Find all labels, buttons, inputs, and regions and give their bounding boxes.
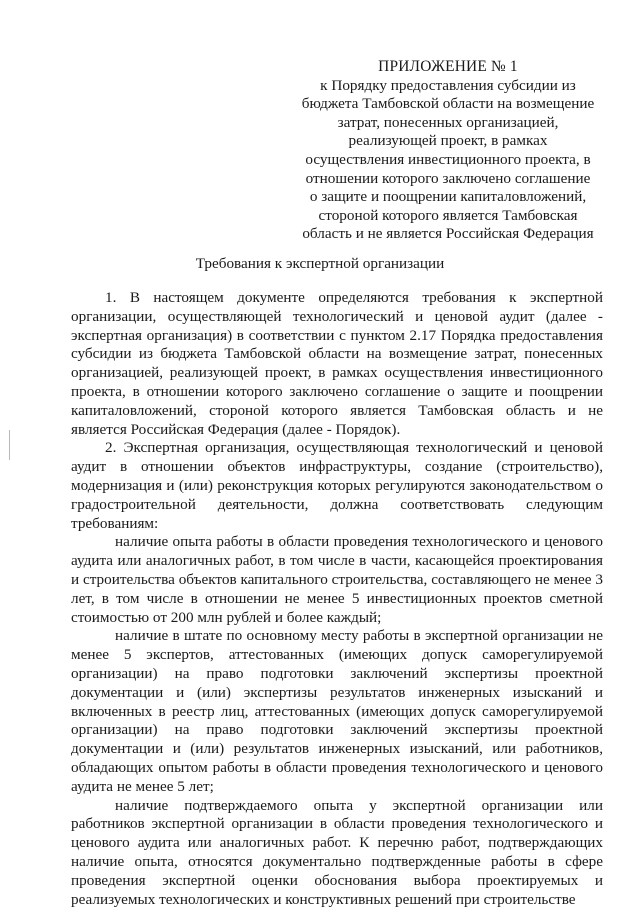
appendix-line: осуществления инвестиционного проекта, в: [305, 150, 591, 168]
requirement-confirmed-experience: наличие подтверждаемого опыта у экспертной организации или работников экспертной организации в области проведения технологического и ценового аудита или аналогичных работ. К перечню работ, подтверждающих наличие опыта, относятся документально подтвержденные работы в сфере проведения экспертной оценки обоснования выбора проектируемых и реализуемых технологических и конструктивных решений при строительстве: [71, 796, 603, 908]
appendix-line: отношении которого заключено соглашение: [305, 169, 591, 187]
appendix-line: бюджета Тамбовской области на возмещение: [301, 95, 595, 113]
appendix-line: к Порядку предоставления субсидии из: [320, 76, 576, 94]
appendix-block: [288, 58, 608, 244]
appendix-heading: ПРИЛОЖЕНИЕ № 1: [378, 58, 518, 75]
requirement-staff: наличие в штате по основному месту работы в экспертной организации не менее 5 экспертов, аттестованных (имеющих допуск саморегулируемой организации) на право подготовки заключений экспертизы проектной документации и (или) экспертизы результатов инженерных изысканий и включенных в реестр лиц, аттестованных (имеющих допуск саморегулируемой организации) на право подготовки заключений экспертизы проектной документации и (или) результатов инженерных изысканий, или работников, обладающих опытом работы в области проведения технологического и ценового аудита не менее 5 лет;: [71, 627, 603, 795]
scan-margin-mark: [9, 430, 10, 460]
appendix-line: область и не является Российская Федерация: [302, 225, 594, 243]
requirement-experience: наличие опыта работы в области проведения технологического и ценового аудита или аналогичных работ, в том числе в части, касающейся проектирования и строительства объектов капитального строительства, составляющего не менее 3 лет, в том числе в отношении не менее 5 инвестиционных проектов сметной стоимостью от 200 млн рублей и более каждый;: [71, 533, 603, 626]
appendix-line: о защите и поощрении капиталовложений,: [309, 188, 587, 206]
paragraph-1: 1. В настоящем документе определяются требования к экспертной организации, осуществляющей технологический и ценовой аудит (далее - экспертная организация) в соответствии с пунктом 2.17 Порядка предоставления субсидии из бюджета Тамбовской области на возмещение затрат, понесенных организацией, реализующей проект, в рамках осуществления инвестиционного проекта, в отношении которого заключено соглашение о защите и поощрении капиталовложений, стороной которого является Тамбовская область и не является Российская Федерация (далее - Порядок).: [71, 289, 603, 438]
paragraph-2: 2. Экспертная организация, осуществляющая технологический и ценовой аудит в отношении объектов инфраструктуры, создание (строительство), модернизация и (или) реконструкция которых регулируются законодательством о градостроительной деятельности, должна соответствовать следующим требованиям:: [71, 439, 603, 532]
document-body: [71, 289, 603, 909]
document-title: Требования к экспертной организации: [195, 255, 445, 272]
appendix-line: стороной которого является Тамбовская: [318, 206, 578, 224]
appendix-line: затрат, понесенных организацией,: [337, 113, 559, 131]
appendix-line: реализующей проект, в рамках: [348, 132, 548, 150]
